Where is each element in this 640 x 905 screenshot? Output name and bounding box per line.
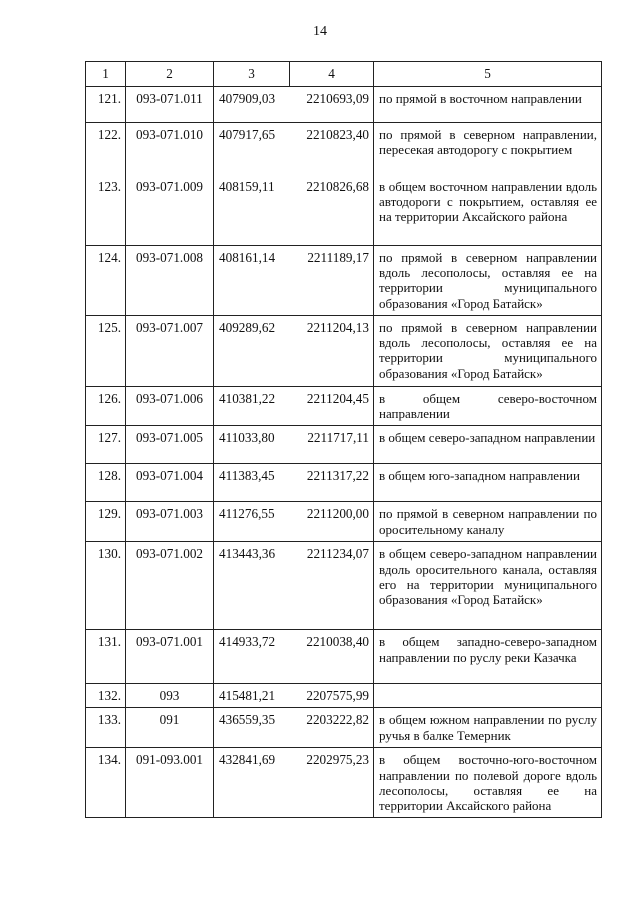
- row-number: 128.: [86, 464, 126, 502]
- coordinate-x: 411033,80: [214, 426, 290, 464]
- table-row: [86, 630, 602, 684]
- coordinate-x: 408161,14: [214, 246, 290, 316]
- coordinate-y: 2210826,68: [290, 175, 374, 246]
- table-row: [86, 123, 602, 175]
- coordinate-y: 2210693,09: [290, 87, 374, 123]
- point-code: 093-071.007: [126, 316, 214, 387]
- direction-description: по прямой в северном направлении вдоль лесополосы, оставляя ее на территории муниципального образования «Город Батайск»: [374, 246, 602, 316]
- direction-description: в общем юго-западном направлении: [374, 464, 602, 502]
- row-number: 132.: [86, 684, 126, 708]
- point-code: 093-071.011: [126, 87, 214, 123]
- point-code: 093: [126, 684, 214, 708]
- coordinate-x: 436559,35: [214, 708, 290, 748]
- point-code: 093-071.010: [126, 123, 214, 175]
- point-code: 093-071.009: [126, 175, 214, 246]
- coordinate-x: 410381,22: [214, 387, 290, 426]
- point-code: 093-071.001: [126, 630, 214, 684]
- direction-description: [374, 684, 602, 708]
- point-code: 091-093.001: [126, 748, 214, 818]
- boundary-coordinates-table: [85, 61, 602, 818]
- coordinate-y: 2211204,13: [290, 316, 374, 387]
- header-col-3: 3: [214, 62, 290, 87]
- coordinate-y: 2211317,22: [290, 464, 374, 502]
- direction-description: в общем северо-западном направлении вдоль оросительного канала, оставляя его на территории муниципального образования «Город Батайск»: [374, 542, 602, 630]
- table-row: [86, 175, 602, 246]
- direction-description: по прямой в северном направлении вдоль лесополосы, оставляя ее на территории муниципального образования «Город Батайск»: [374, 316, 602, 387]
- coordinate-x: 413443,36: [214, 542, 290, 630]
- table-row: [86, 708, 602, 748]
- coordinate-y: 2211717,11: [290, 426, 374, 464]
- row-number: 134.: [86, 748, 126, 818]
- direction-description: в общем северо-восточном направлении: [374, 387, 602, 426]
- coordinate-x: 409289,62: [214, 316, 290, 387]
- point-code: 093-071.006: [126, 387, 214, 426]
- table-row: [86, 87, 602, 123]
- row-number: 122.: [86, 123, 126, 175]
- table-row: [86, 502, 602, 542]
- row-number: 126.: [86, 387, 126, 426]
- table-row: [86, 748, 602, 818]
- coordinate-x: 415481,21: [214, 684, 290, 708]
- row-number: 123.: [86, 175, 126, 246]
- header-col-4: 4: [290, 62, 374, 87]
- point-code: 093-071.005: [126, 426, 214, 464]
- table-row: [86, 246, 602, 316]
- coordinate-y: 2210823,40: [290, 123, 374, 175]
- row-number: 127.: [86, 426, 126, 464]
- table-row: [86, 316, 602, 387]
- coordinate-y: 2211189,17: [290, 246, 374, 316]
- direction-description: по прямой в восточном направлении: [374, 87, 602, 123]
- coordinate-y: 2210038,40: [290, 630, 374, 684]
- table-row: [86, 426, 602, 464]
- coordinate-y: 2203222,82: [290, 708, 374, 748]
- point-code: 093-071.008: [126, 246, 214, 316]
- coordinate-y: 2211204,45: [290, 387, 374, 426]
- direction-description: по прямой в северном направлении по оросительному каналу: [374, 502, 602, 542]
- direction-description: в общем западно-северо-западном направлении по руслу реки Казачка: [374, 630, 602, 684]
- direction-description: по прямой в северном направлении, пересекая автодорогу с покрытием: [374, 123, 602, 175]
- table-row: [86, 684, 602, 708]
- header-col-2: 2: [126, 62, 214, 87]
- row-number: 124.: [86, 246, 126, 316]
- point-code: 093-071.002: [126, 542, 214, 630]
- coordinate-x: 432841,69: [214, 748, 290, 818]
- row-number: 121.: [86, 87, 126, 123]
- header-col-1: 1: [86, 62, 126, 87]
- row-number: 130.: [86, 542, 126, 630]
- direction-description: в общем восточном направлении вдоль автодороги с покрытием, оставляя ее на территории Аксайского района: [374, 175, 602, 246]
- coordinate-x: 414933,72: [214, 630, 290, 684]
- row-number: 133.: [86, 708, 126, 748]
- table-row: [86, 464, 602, 502]
- point-code: 093-071.004: [126, 464, 214, 502]
- direction-description: в общем восточно-юго-восточном направлении по полевой дороге вдоль лесополосы, оставляя ее на территории Аксайского района: [374, 748, 602, 818]
- coordinate-x: 407917,65: [214, 123, 290, 175]
- coordinate-y: 2211200,00: [290, 502, 374, 542]
- row-number: 129.: [86, 502, 126, 542]
- table-row: [86, 387, 602, 426]
- page-number: 14: [313, 24, 327, 39]
- direction-description: в общем северо-западном направлении: [374, 426, 602, 464]
- header-col-5: 5: [374, 62, 602, 87]
- point-code: 091: [126, 708, 214, 748]
- coordinate-x: 411276,55: [214, 502, 290, 542]
- table-header-row: [86, 62, 602, 87]
- coordinate-x: 411383,45: [214, 464, 290, 502]
- coordinate-y: 2202975,23: [290, 748, 374, 818]
- coordinate-y: 2207575,99: [290, 684, 374, 708]
- row-number: 125.: [86, 316, 126, 387]
- row-number: 131.: [86, 630, 126, 684]
- direction-description: в общем южном направлении по руслу ручья в балке Темерник: [374, 708, 602, 748]
- coordinate-x: 408159,11: [214, 175, 290, 246]
- point-code: 093-071.003: [126, 502, 214, 542]
- coordinate-x: 407909,03: [214, 87, 290, 123]
- coordinate-y: 2211234,07: [290, 542, 374, 630]
- table-row: [86, 542, 602, 630]
